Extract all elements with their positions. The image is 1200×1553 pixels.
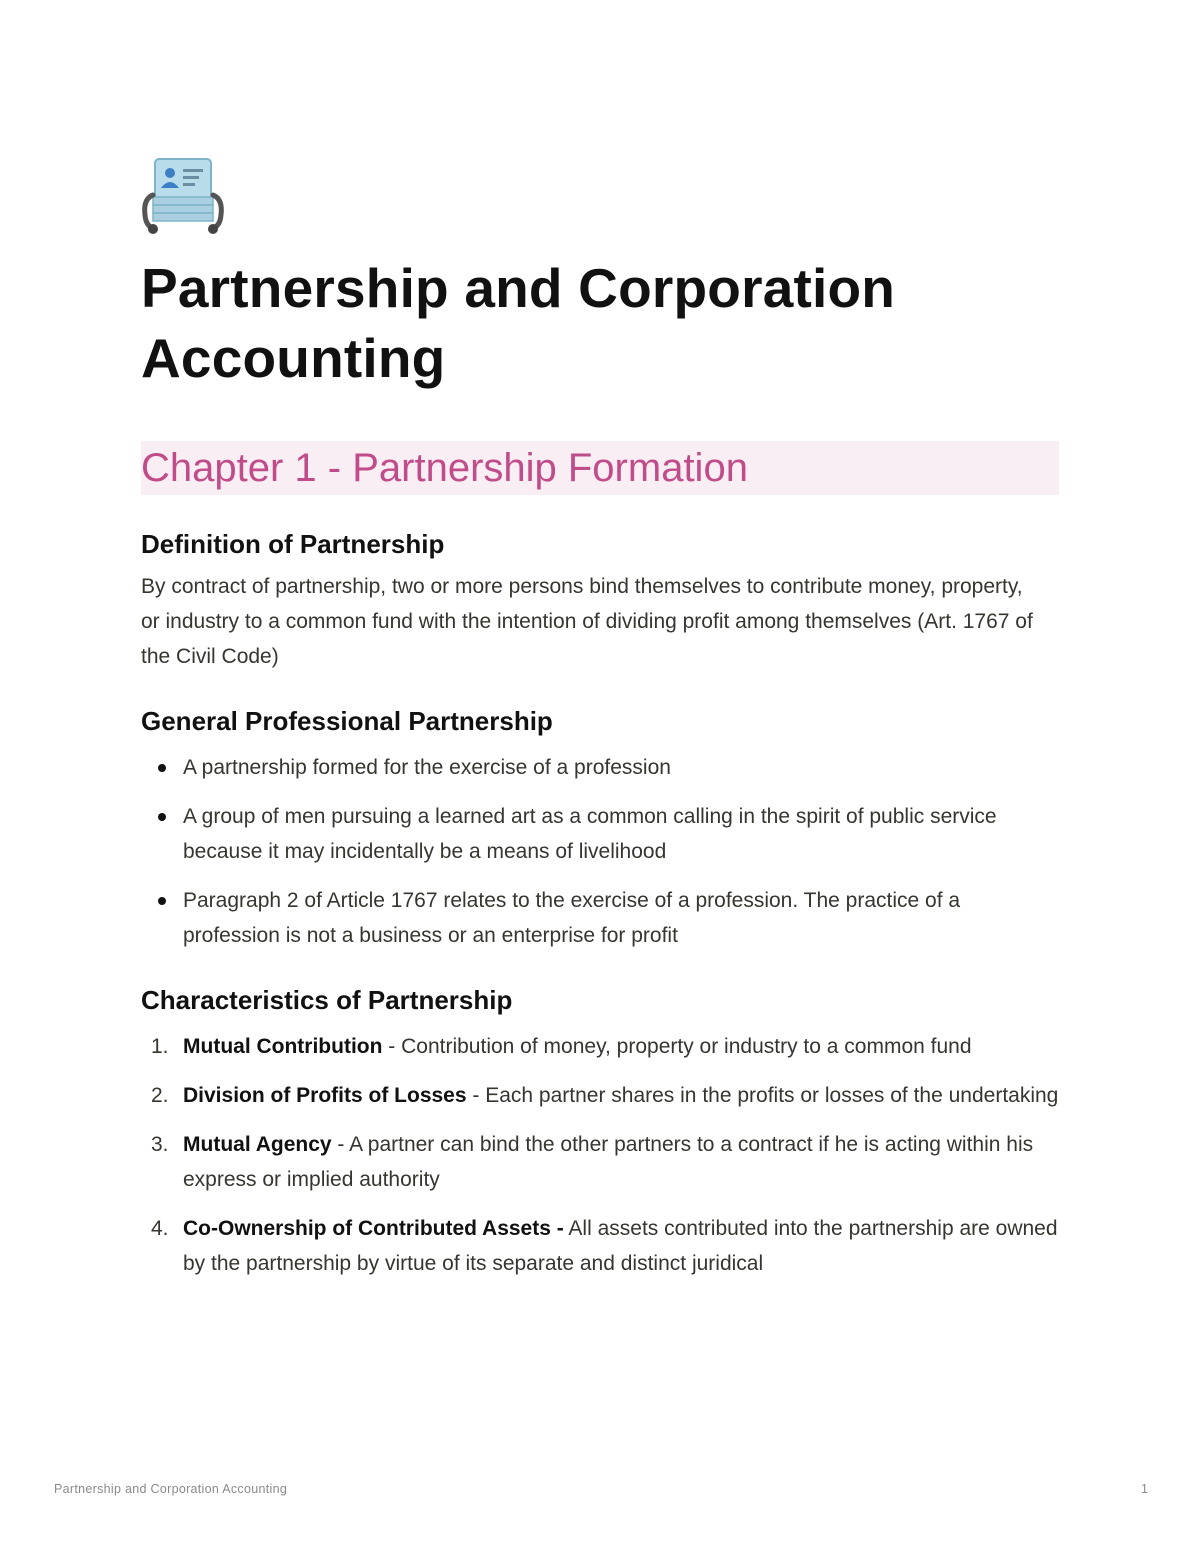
list-number: 4. [151,1217,169,1240]
list-item-text: A group of men pursuing a learned art as a common calling in the spirit of public service because it may incidentally be a means of livelihood [183,805,997,863]
footer-document-title: Partnership and Corporation Accounting [54,1482,288,1496]
list-item-term: Co-Ownership of Contributed Assets - [183,1217,564,1240]
list-number: 1. [151,1035,169,1058]
bullet-icon [158,897,166,905]
definition-heading: Definition of Partnership [141,529,445,559]
definition-text: By contract of partnership, two or more persons bind themselves to contribute money, property, or industry to a common fund with the intention of dividing profit among themselves (Art. 1767 of the Civil Code) [141,575,1033,668]
list-item [141,750,1059,785]
list-item [141,883,1059,953]
list-number: 2. [151,1084,169,1107]
list-item-term: Division of Profits of Losses [183,1084,467,1107]
bullet-icon [158,764,166,772]
list-item-desc: All assets contributed into the partnership are owned by the partnership by virtue of its separate and distinct juridical [183,1217,1058,1275]
list-item-desc: - A partner can bind the other partners to a contract if he is acting within his express or implied authority [183,1133,1034,1191]
general-professional-list [141,750,1059,953]
list-item [141,1029,1059,1064]
list-item-term: Mutual Agency [183,1133,332,1156]
characteristics-heading: Characteristics of Partnership [141,985,513,1015]
footer-page-number: 1 [1141,1482,1148,1496]
chapter-heading: Chapter 1 - Partnership Formation [141,441,1059,495]
list-item-desc: - Contribution of money, property or industry to a common fund [382,1035,972,1058]
list-item-term: Mutual Contribution [183,1035,383,1058]
list-item [141,1211,1059,1281]
list-item [141,799,1059,869]
list-number: 3. [151,1133,169,1156]
characteristics-list [141,1029,1059,1281]
list-item-text: Paragraph 2 of Article 1767 relates to the exercise of a profession. The practice of a profession is not a business or an enterprise for profit [183,889,961,947]
page-title: Partnership and Corporation Accounting [141,257,896,389]
list-item-text: A partnership formed for the exercise of a profession [183,756,671,779]
document-page [141,155,1059,1295]
list-item-desc: - Each partner shares in the profits or losses of the undertaking [466,1084,1059,1107]
bullet-icon [158,813,166,821]
list-item [141,1127,1059,1197]
rolodex-card-file-icon [141,155,227,235]
list-item [141,1078,1059,1113]
general-professional-heading: General Professional Partnership [141,706,553,736]
